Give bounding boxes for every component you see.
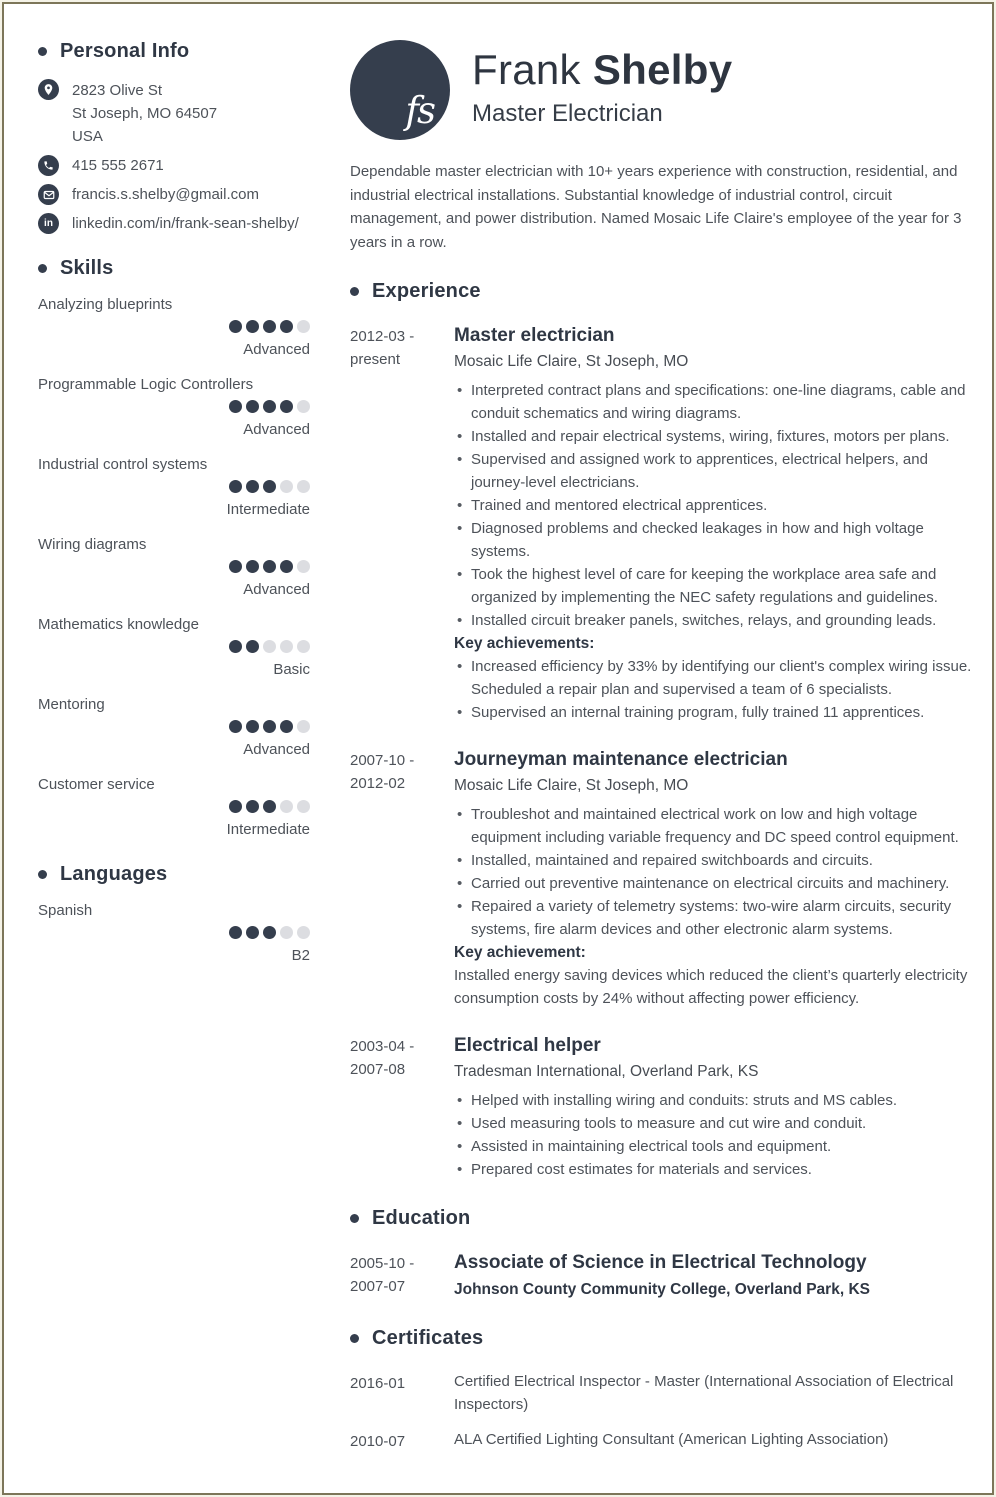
skill-level-dots (38, 560, 310, 578)
filled-dot (229, 320, 242, 333)
bullet-item: • Repaired a variety of telemetry systems: two-wire alarm circuits, security systems, fire alarm devices and other electronic alarm systems. (454, 895, 978, 941)
empty-dot (280, 800, 293, 813)
bullet-item: • Installed circuit breaker panels, switches, relays, and grounding leads. (454, 609, 978, 632)
skill-name: Analyzing blueprints (38, 296, 173, 313)
bullet-item: • Trained and mentored electrical apprentices. (454, 494, 978, 517)
experience-entry (350, 747, 978, 1010)
skill-level-label: Advanced (243, 341, 310, 358)
job-title: Master Electrician (472, 100, 663, 127)
bullet-item: • Increased efficiency by 33% by identifying our client's complex wiring issue. Scheduled a repair plan and supervised a team of 6 specialists. (454, 655, 978, 701)
education-heading (350, 1207, 978, 1230)
sidebar (38, 40, 310, 1465)
skill-item (38, 614, 310, 681)
full-name (472, 46, 732, 94)
education-entry (350, 1250, 978, 1301)
filled-dot (280, 400, 293, 413)
skill-item (38, 454, 310, 521)
job-company: Mosaic Life Claire, St Joseph, MO (454, 777, 689, 794)
entry-dates (350, 323, 454, 724)
skill-level-label: Advanced (243, 421, 310, 438)
date-from: 2012-03 - (350, 328, 415, 345)
date-from: 2005-10 - (350, 1255, 415, 1272)
bullet-item: • Installed and repair electrical systems, wiring, fixtures, motors per plans. (454, 425, 978, 448)
empty-dot (297, 640, 310, 653)
professional-summary: Dependable master electrician with 10+ years experience with construction, residential, and industrial electrical installations. Substantial knowledge of industrial control, circuit management, and power distribution. Named Mosaic Life Claire's employee of the year for 3 years in a row. (350, 163, 962, 251)
filled-dot (229, 720, 242, 733)
bullet-item: • Troubleshot and maintained electrical work on low and high voltage equipment including variable frequency and DC speed control equipment. (454, 803, 978, 849)
filled-dot (246, 560, 259, 573)
empty-dot (297, 926, 310, 939)
empty-dot (280, 480, 293, 493)
certificate-date: 2010-07 (350, 1433, 406, 1450)
skill-name: Programmable Logic Controllers (38, 376, 254, 393)
certificate-date: 2016-01 (350, 1375, 406, 1392)
section-bullet-icon (38, 264, 47, 273)
skill-name: Mathematics knowledge (38, 616, 199, 633)
filled-dot (229, 400, 242, 413)
filled-dot (246, 800, 259, 813)
filled-dot (263, 480, 276, 493)
linkedin-icon: in (38, 213, 59, 234)
job-company: Tradesman International, Overland Park, KS (454, 1063, 759, 1080)
bullet-item: • Installed, maintained and repaired switchboards and circuits. (454, 849, 978, 872)
phone-number: 415 555 2671 (72, 157, 164, 174)
languages-heading (38, 863, 310, 886)
section-bullet-icon (350, 1334, 359, 1343)
resume-columns (4, 4, 992, 1493)
address-line-3: USA (72, 128, 103, 145)
skill-item (38, 774, 310, 841)
address-line-2: St Joseph, MO 64507 (72, 105, 218, 122)
filled-dot (263, 926, 276, 939)
job-position-title: Journeyman maintenance electrician (454, 749, 788, 770)
date-from: 2007-10 - (350, 752, 415, 769)
job-position-title: Master electrician (454, 325, 615, 346)
certificate-entry (350, 1370, 978, 1416)
filled-dot (246, 400, 259, 413)
skill-level-dots (38, 720, 310, 738)
filled-dot (246, 720, 259, 733)
bullet-item: • Used measuring tools to measure and cut wire and conduit. (454, 1112, 978, 1135)
language-item (38, 900, 310, 967)
skill-level-dots (38, 320, 310, 338)
job-position-title: Electrical helper (454, 1035, 601, 1056)
address-lines (72, 79, 217, 148)
date-to: 2007-08 (350, 1061, 406, 1078)
job-duties-list (454, 1089, 978, 1181)
skill-name: Industrial control systems (38, 456, 208, 473)
skills-heading (38, 257, 310, 280)
certificates-heading-label: Certificates (372, 1327, 484, 1349)
skill-level-label: Advanced (243, 741, 310, 758)
resume-header (350, 40, 978, 140)
last-name: Shelby (592, 46, 733, 93)
filled-dot (229, 640, 242, 653)
entry-dates (350, 1250, 454, 1301)
skill-name: Mentoring (38, 696, 105, 713)
skill-item (38, 374, 310, 441)
skill-name: Wiring diagrams (38, 536, 147, 553)
certificates-heading (350, 1327, 978, 1350)
job-company: Mosaic Life Claire, St Joseph, MO (454, 353, 689, 370)
language-list (38, 900, 310, 967)
personal-info-heading (38, 40, 310, 63)
languages-heading-label: Languages (60, 863, 168, 885)
linkedin-url[interactable]: linkedin.com/in/frank-sean-shelby/ (72, 215, 299, 232)
experience-entry (350, 323, 978, 724)
empty-dot (297, 800, 310, 813)
empty-dot (263, 640, 276, 653)
personal-info-heading-label: Personal Info (60, 40, 190, 62)
certificate-name: ALA Certified Lighting Consultant (American Lighting Association) (454, 1431, 889, 1448)
experience-entry (350, 1033, 978, 1181)
entry-body (454, 1033, 978, 1181)
key-achievement-text: Installed energy saving devices which reduced the client’s quarterly electricity consumption costs by 24% without affecting power efficiency. (454, 967, 968, 1007)
empty-dot (280, 640, 293, 653)
avatar (350, 40, 450, 140)
experience-heading-label: Experience (372, 280, 481, 302)
resume-page (2, 2, 994, 1495)
bullet-item: • Interpreted contract plans and specifications: one-line diagrams, cable and conduit schematics and wiring diagrams. (454, 379, 978, 425)
first-name: Frank (472, 46, 581, 93)
bullet-item: • Took the highest level of care for keeping the workplace area safe and organized by implementing the NEC safety regulations and guidelines. (454, 563, 978, 609)
section-bullet-icon (350, 287, 359, 296)
certificate-name: Certified Electrical Inspector - Master (International Association of Electrical Inspectors) (454, 1373, 954, 1413)
language-level-dots (38, 926, 310, 944)
language-name: Spanish (38, 902, 93, 919)
filled-dot (263, 320, 276, 333)
entry-dates (350, 747, 454, 1010)
filled-dot (246, 320, 259, 333)
filled-dot (280, 560, 293, 573)
filled-dot (263, 800, 276, 813)
filled-dot (229, 800, 242, 813)
skill-level-label: Intermediate (226, 501, 310, 518)
bullet-item: • Carried out preventive maintenance on electrical circuits and machinery. (454, 872, 978, 895)
empty-dot (297, 560, 310, 573)
skills-heading-label: Skills (60, 257, 114, 279)
filled-dot (246, 640, 259, 653)
skill-level-label: Advanced (243, 581, 310, 598)
main-column (350, 40, 978, 1465)
entry-dates (350, 1033, 454, 1181)
section-experience (350, 280, 978, 1181)
skill-level-label: Basic (273, 661, 310, 678)
job-duties-list (454, 803, 978, 941)
filled-dot (246, 480, 259, 493)
section-bullet-icon (350, 1214, 359, 1223)
filled-dot (263, 400, 276, 413)
skill-item (38, 694, 310, 761)
language-level-label: B2 (291, 947, 310, 964)
key-achievement-label: Key achievement: (454, 944, 586, 961)
section-bullet-icon (38, 870, 47, 879)
empty-dot (297, 320, 310, 333)
date-from: 2003-04 - (350, 1038, 415, 1055)
email-icon (38, 184, 59, 205)
address-line-1: 2823 Olive St (72, 82, 163, 99)
section-bullet-icon (38, 47, 47, 56)
email-address[interactable]: francis.s.shelby@gmail.com (72, 186, 259, 203)
skill-level-dots (38, 400, 310, 418)
section-education (350, 1207, 978, 1301)
bullet-item: • Prepared cost estimates for materials and services. (454, 1158, 978, 1181)
key-achievements-label: Key achievements: (454, 635, 595, 652)
key-achievements-list (454, 655, 978, 724)
filled-dot (229, 480, 242, 493)
date-to: present (350, 351, 401, 368)
filled-dot (263, 720, 276, 733)
filled-dot (229, 560, 242, 573)
filled-dot (280, 720, 293, 733)
filled-dot (246, 926, 259, 939)
filled-dot (229, 926, 242, 939)
section-certificates (350, 1327, 978, 1453)
filled-dot (280, 320, 293, 333)
skill-name: Customer service (38, 776, 155, 793)
bullet-item: • Supervised and assigned work to apprentices, electrical helpers, and journey-level electricians. (454, 448, 978, 494)
skill-level-label: Intermediate (226, 821, 310, 838)
phone-row (38, 155, 310, 177)
job-duties-list (454, 379, 978, 632)
address-row (38, 79, 310, 148)
certificate-entry (350, 1428, 978, 1453)
contact-list (38, 79, 310, 235)
bullet-item: • Diagnosed problems and checked leakages in how and high voltage systems. (454, 517, 978, 563)
bullet-item: • Assisted in maintaining electrical tools and equipment. (454, 1135, 978, 1158)
bullet-item: • Supervised an internal training program, fully trained 11 apprentices. (454, 701, 978, 724)
skill-level-dots (38, 800, 310, 818)
empty-dot (297, 720, 310, 733)
entry-body (454, 747, 978, 1010)
education-heading-label: Education (372, 1207, 471, 1229)
skill-item (38, 294, 310, 361)
entry-body (454, 323, 978, 724)
school-name: Johnson County Community College, Overland Park, KS (454, 1281, 870, 1298)
name-block (472, 40, 732, 128)
bullet-item: • Helped with installing wiring and conduits: struts and MS cables. (454, 1089, 978, 1112)
empty-dot (297, 400, 310, 413)
filled-dot (263, 560, 276, 573)
phone-icon (38, 155, 59, 176)
degree-title: Associate of Science in Electrical Technology (454, 1252, 867, 1273)
date-to: 2012-02 (350, 775, 406, 792)
email-row[interactable] (38, 184, 310, 206)
date-to: 2007-07 (350, 1278, 406, 1295)
experience-heading (350, 280, 978, 303)
entry-body (454, 1250, 978, 1301)
location-pin-icon (38, 79, 59, 100)
monogram-initials: fs (405, 89, 434, 132)
skill-item (38, 534, 310, 601)
empty-dot (297, 480, 310, 493)
skill-level-dots (38, 480, 310, 498)
skill-list (38, 294, 310, 841)
empty-dot (280, 926, 293, 939)
linkedin-row[interactable] (38, 213, 310, 235)
skill-level-dots (38, 640, 310, 658)
